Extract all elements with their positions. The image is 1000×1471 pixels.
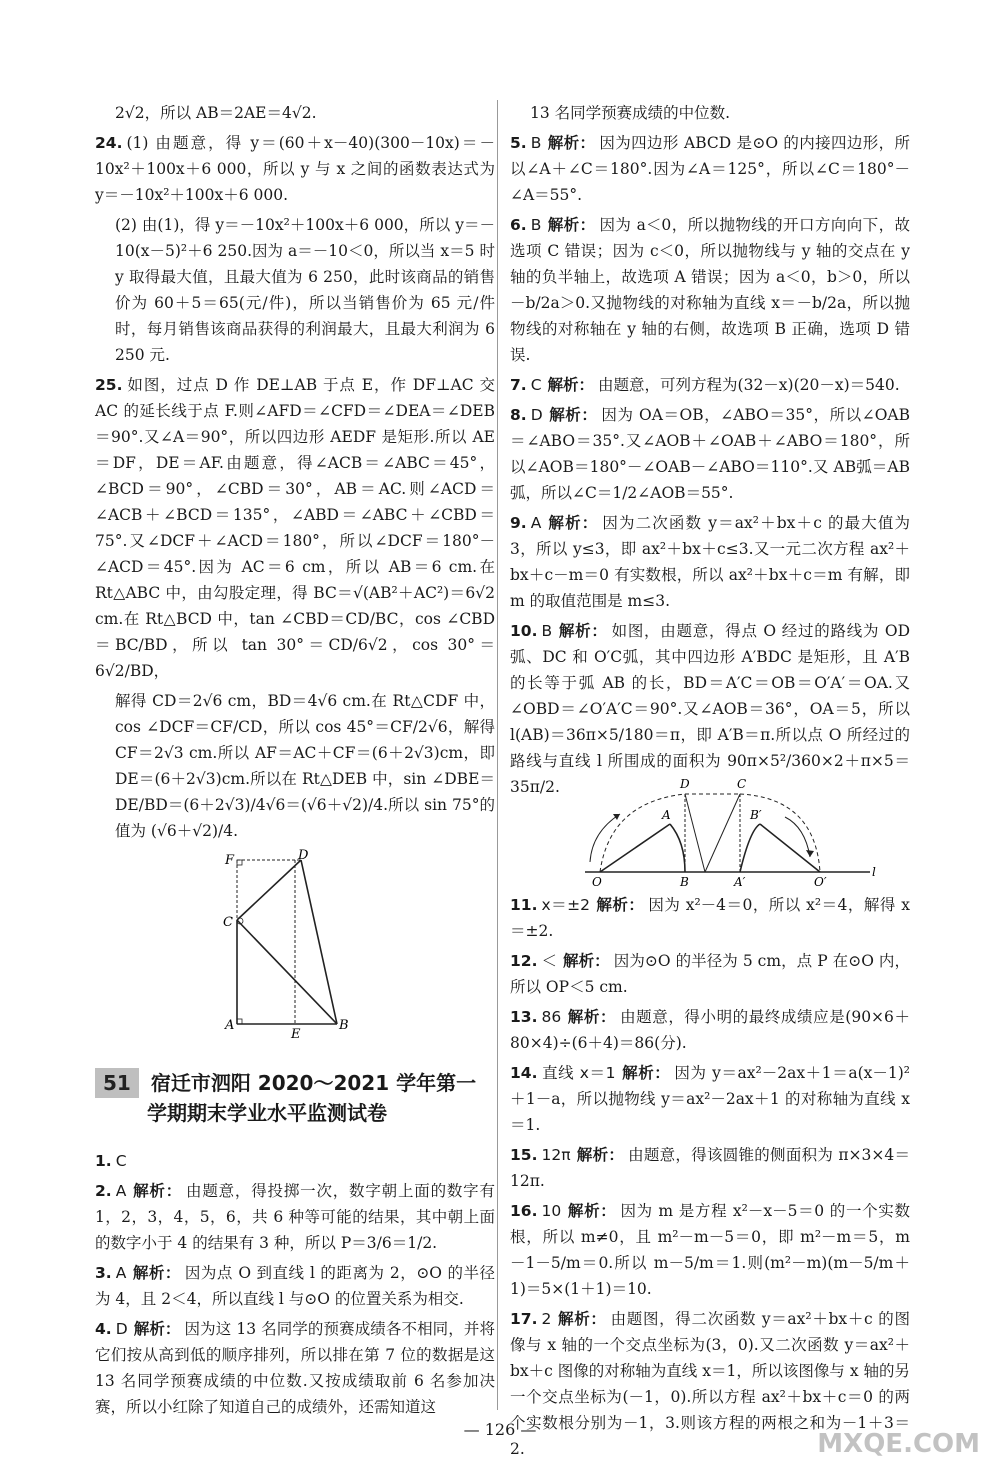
label-D: D <box>298 848 309 863</box>
text: 2√2，所以 AB＝2AE＝4√2. <box>115 104 317 122</box>
answer-7 <box>510 372 910 398</box>
arc-AB <box>670 824 685 872</box>
label-C: C <box>737 777 747 791</box>
explanation-label: 解析： <box>557 1309 607 1328</box>
answer-choice: D <box>530 406 543 424</box>
segment-OA <box>600 824 670 872</box>
arc-A2B2 <box>740 824 760 872</box>
answer-24-part2 <box>95 212 495 368</box>
answer-15 <box>510 1142 910 1194</box>
question-number: 2. <box>95 1182 112 1200</box>
segment-B2O2 <box>760 824 820 872</box>
label-B: B <box>339 1018 349 1033</box>
explanation-label: 解析： <box>547 133 596 152</box>
explanation-label: 解析： <box>132 1263 181 1282</box>
question-number: 7. <box>510 376 527 394</box>
explanation-label: 解析： <box>132 1181 183 1200</box>
explanation-label: 解析： <box>548 405 598 424</box>
answer-choice: A <box>530 514 542 532</box>
text: (1) 由题意，得 y＝(60＋x－40)(300－10x)＝－10x²＋100x＋6 000，所以 y 与 x 之间的函数表达式为 y＝－10x²＋100x＋6 000. <box>95 134 495 204</box>
text: 因为 x²－4＝0，所以 x²＝4，解得 x＝±2. <box>510 896 910 940</box>
question-number: 25. <box>95 376 123 394</box>
label-B: B <box>680 875 689 889</box>
label-D: D <box>680 777 690 791</box>
section-title-line2: 学期期末学业水平监测试卷 <box>147 1101 387 1125</box>
text: 由题意，得投掷一次，数字朝上面的数字有 1，2，3，4，5，6，共 6 种等可能的结果，其中朝上面的数字小于 4 的结果有 3 种，所以 P＝3/6＝1/2. <box>95 1182 495 1252</box>
answer-13 <box>510 1004 910 1056</box>
question-number: 9. <box>510 514 527 532</box>
left-column-answers <box>95 1148 495 1424</box>
question-number: 10. <box>510 622 538 640</box>
answer-11 <box>510 892 910 944</box>
explanation-label: 解析： <box>547 215 596 234</box>
explanation-label: 解析： <box>133 1319 181 1338</box>
text: 由题图，得二次函数 y＝ax²＋bx＋c 的图像与 x 轴的一个交点坐标为(3，0).又二次函数 y＝ax²＋bx＋c 图像的对称轴为直线 x＝1，所以该图像与 x 轴的另一个交点坐标为(－1，0).所以方程 ax²＋bx＋c＝0 的两个实数根分别为－1，3.则该方程的两根之和为－1＋3＝2. <box>510 1310 910 1458</box>
segment-D-mid <box>685 794 705 872</box>
arrow-head-right <box>806 850 814 857</box>
answer-value: ＜ <box>541 952 557 970</box>
answer-25 <box>95 372 495 684</box>
column-divider <box>497 100 498 1410</box>
watermark-logo: MXQE.COM <box>817 1429 980 1459</box>
text: 因为这 13 名同学的预赛成绩各不相同，并将它们按从高到低的顺序排列，所以排在第 7 位的数据是这 13 名同学预赛成绩的中位数.又按成绩取前 6 名参加决赛，所以小红除了知道自己的成绩外，还需知道这 <box>95 1320 495 1416</box>
answer-24 <box>95 130 495 208</box>
explanation-label: 解析： <box>595 895 645 914</box>
text: 由题意，得小明的最终成绩应是(90×6＋80×4)÷(6＋4)＝86(分). <box>510 1008 910 1052</box>
text: 因为二次函数 y＝ax²＋bx＋c 的最大值为 3，所以 y≤3，即 ax²＋bx＋c≤3.又一元二次方程 ax²＋bx＋c－m＝0 有实数根，所以 ax²＋bx＋c＝m 有解，即 m 的取值范围是 m≤3. <box>510 514 910 610</box>
answer-3 <box>95 1260 495 1312</box>
text: 如图，过点 D 作 DE⊥AB 于点 E，作 DF⊥AC 交 AC 的延长线于点 F.则∠AFD＝∠CFD＝∠DEA＝∠DEB＝90°.又∠A＝90°，所以四边形 AEDF 是矩形.所以 AE＝DF，DE＝AF.由题意，得∠ACB＝∠ABC＝45°，∠BCD＝90°，∠CBD＝30°，AB＝AC.则∠ACD＝∠ACB＋∠BCD＝135°，∠ABD＝∠ABC＋∠CBD＝75°.又∠DCF＋∠ACD＝180°，所以∠DCF＝180°－∠ACD＝45°.因为 AC＝6 cm，所以 AB＝6 cm.在 Rt△ABC 中，由勾股定理，得 BC＝√(AB²＋AC²)＝6√2 cm.在 Rt△BCD 中，tan ∠CBD＝CD/BC，cos ∠CBD＝BC/BD，所以 tan 30°＝CD/6√2，cos 30°＝6√2/BD， <box>95 376 495 680</box>
text: 解得 CD＝2√6 cm，BD＝4√6 cm.在 Rt△CDF 中，cos ∠DCF＝CF/CD，所以 cos 45°＝CF/2√6，解得 CF＝2√3 cm.所以 AF＝AC＋CF＝(6＋2√3)cm，即 DE＝(6＋2√3)cm.所以在 Rt△DEB 中，sin ∠DBE＝DE/BD＝(6＋2√3)/4√6＝(√6＋√2)/4.所以 sin 75°的值为 (√6＋√2)/4. <box>115 692 495 840</box>
explanation-label: 解析： <box>567 1201 617 1220</box>
answer-choice: B <box>541 622 553 640</box>
explanation-label: 解析： <box>567 1007 617 1026</box>
text: 因为 m 是方程 x²－x－5＝0 的一个实数根，所以 m≠0，且 m²－m－5＝0，即 m²－m＝5，m－1－5/m＝0.所以 m－5/m＝1.则(m²－m)(m－5/m＋1)＝5×(1＋1)＝10. <box>510 1202 910 1298</box>
text: 因为 OA＝OB，∠ABO＝35°，所以∠OAB＝∠ABO＝35°.又∠AOB＋∠OAB＋∠ABO＝180°，所以∠AOB＝180°－∠OAB－∠ABO＝110°.又 AB弧＝AB弧，所以∠C＝1/2∠AOB＝55°. <box>510 406 910 502</box>
answer-5 <box>510 130 910 208</box>
answer-16 <box>510 1198 910 1302</box>
label-A: A <box>662 808 671 822</box>
text: 因为 a＜0，所以抛物线的开口方向向下，故选项 C 错误；因为 c＜0，所以抛物线与 y 轴的交点在 y 轴的负半轴上，故选项 A 错误；因为 a＜0，b＞0，所以－b/2a＞0.又抛物线的对称轴为直线 x＝－b/2a，所以抛物线的对称轴在 y 轴的右侧，故选项 B 正确，选项 D 错误. <box>510 216 910 364</box>
right-column-answers <box>510 892 910 1466</box>
answer-25-cont <box>95 688 495 844</box>
segment-DB <box>301 860 337 1024</box>
question-number: 5. <box>510 134 527 152</box>
answer-choice: B <box>530 134 542 152</box>
question-number: 14. <box>510 1064 538 1082</box>
label-C: C <box>223 915 233 930</box>
label-A: A <box>225 1018 235 1033</box>
question-number: 15. <box>510 1146 538 1164</box>
text: 因为点 O 到直线 l 的距离为 2，⊙O 的半径为 4，且 2＜4，所以直线 l 与⊙O 的位置关系为相交. <box>95 1264 495 1308</box>
label-O-prime: O′ <box>814 875 827 889</box>
label-l: l <box>872 865 876 879</box>
geometry-figure-right <box>580 772 880 890</box>
explanation-label: 解析： <box>547 375 595 394</box>
question-number: 1. <box>95 1152 112 1170</box>
segment-CB <box>237 920 337 1024</box>
question-number: 11. <box>510 896 538 914</box>
answer-12 <box>510 948 910 1000</box>
answer-8 <box>510 402 910 506</box>
page-number: — 126 — <box>463 1420 537 1439</box>
answer-value: 10 <box>541 1202 562 1220</box>
question-number: 3. <box>95 1264 112 1282</box>
question-number: 16. <box>510 1202 538 1220</box>
question-number: 6. <box>510 216 527 234</box>
arrow-head-left <box>613 814 620 820</box>
answer-choice: C <box>115 1152 127 1170</box>
explanation-label: 解析： <box>562 951 610 970</box>
answer-1 <box>95 1148 495 1174</box>
question-number: 24. <box>95 134 123 152</box>
text: 由题意，可列方程为(32－x)(20－x)＝540. <box>598 376 900 394</box>
explanation-label: 解析： <box>558 621 608 640</box>
segment-mid-C <box>705 794 740 872</box>
answer-value: 2 <box>541 1310 552 1328</box>
arc-OD <box>600 794 685 872</box>
text: 由题意，得该圆锥的侧面积为 π×3×4＝12π. <box>510 1146 910 1190</box>
answer-14 <box>510 1060 910 1138</box>
explanation-label: 解析： <box>576 1145 625 1164</box>
answer-choice: A <box>115 1264 127 1282</box>
explanation-label: 解析： <box>621 1063 671 1082</box>
answer-choice: D <box>115 1320 128 1338</box>
question-number: 8. <box>510 406 527 424</box>
answer-choice: A <box>115 1182 127 1200</box>
answer-9 <box>510 510 910 614</box>
paragraph <box>95 100 495 126</box>
question-number: 12. <box>510 952 538 970</box>
section-number-badge: 51 <box>95 1068 139 1098</box>
text: 13 名同学预赛成绩的中位数. <box>530 104 731 122</box>
right-angle-F <box>237 860 242 865</box>
label-E: E <box>291 1027 301 1038</box>
answer-4 <box>95 1316 495 1420</box>
answer-value: 86 <box>541 1008 562 1026</box>
question-number: 4. <box>95 1320 112 1338</box>
label-F: F <box>225 853 235 868</box>
question-number: 13. <box>510 1008 538 1026</box>
section-header <box>95 1068 495 1128</box>
paragraph <box>510 100 910 126</box>
rotation-arrow-right <box>785 817 810 857</box>
answer-choice: C <box>530 376 542 394</box>
label-O: O <box>592 875 602 889</box>
label-A-prime: A′ <box>734 875 746 889</box>
right-column <box>510 100 910 804</box>
text: 因为⊙O 的半径为 5 cm，点 P 在⊙O 内，所以 OP＜5 cm. <box>510 952 910 996</box>
text: (2) 由(1)，得 y＝－10x²＋100x＋6 000，所以 y＝－10(x－5)²＋6 250.因为 a＝－10＜0，所以当 x＝5 时 y 取得最大值，且最大值为 6 250，此时该商品的销售价为 60＋5＝65(元/件)，所以当销售价为 65 元/件时，每月销售该商品获得的利润最大，且最大利润为 6 250 元. <box>115 216 495 364</box>
section-title-line1: 宿迁市泗阳 2020～2021 学年第一 <box>150 1071 477 1095</box>
geometry-figure-left <box>215 848 365 1038</box>
text: 因为四边形 ABCD 是⊙O 的内接四边形，所以∠A＋∠C＝180°.因为∠A＝125°，所以∠C＝180°－∠A＝55°. <box>510 134 910 204</box>
answer-2 <box>95 1178 495 1256</box>
label-B-prime: B′ <box>750 808 762 822</box>
answer-value: 12π <box>541 1146 571 1164</box>
answer-value: 直线 x＝1 <box>541 1064 616 1082</box>
answer-choice: B <box>530 216 542 234</box>
answer-value: x＝±2 <box>541 896 590 914</box>
left-column <box>95 100 495 840</box>
segment-CD <box>237 860 301 920</box>
explanation-label: 解析： <box>547 513 599 532</box>
question-number: 17. <box>510 1310 538 1328</box>
text: 因为 y＝ax²－2ax＋1＝a(x－1)²＋1－a，所以抛物线 y＝ax²－2ax＋1 的对称轴为直线 x＝1. <box>510 1064 910 1134</box>
answer-6 <box>510 212 910 368</box>
rotation-arrow-left <box>590 814 620 862</box>
text: 如图，由题意，得点 O 经过的路线为 OD弧、DC 和 O′C弧，其中四边形 A′BDC 是矩形，且 A′B 的长等于弧 AB 的长，BD＝A′C＝OB＝O′A′＝OA.又∠OBD＝∠O′A′C＝90°.又∠AOB＝36°，OA＝5，所以 l(AB)＝36π×5/180＝π，即 A′B＝π.所以点 O 所经过的路线与直线 l 所围成的面积为 90π×5²/360×2＋π×5＝35π/2. <box>510 622 910 796</box>
